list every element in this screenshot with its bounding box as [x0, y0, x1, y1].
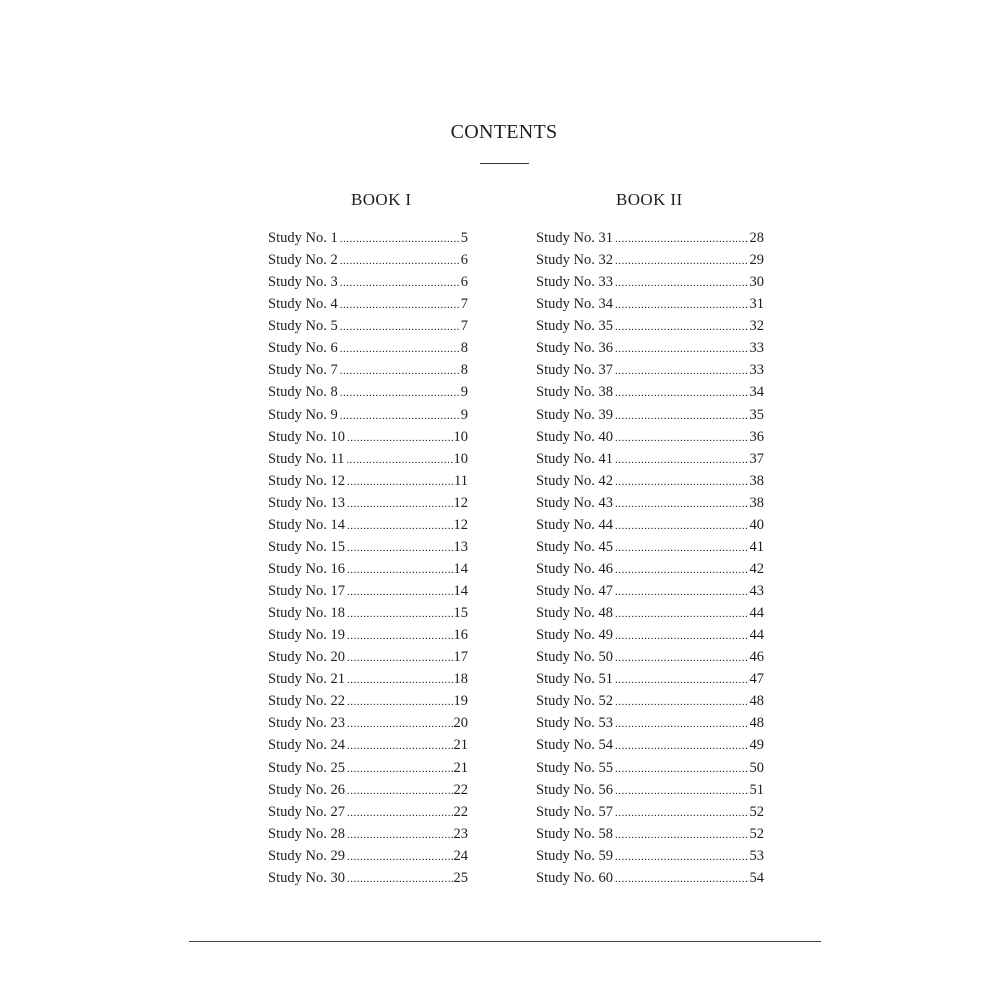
- dot-leader: [340, 382, 460, 404]
- entry-page-number: 28: [749, 230, 764, 246]
- contents-entry: [536, 404, 764, 426]
- dot-leader: [615, 228, 749, 250]
- entry-page-number: 50: [749, 759, 764, 776]
- contents-entry: [536, 359, 764, 381]
- entry-title: Study No. 56: [536, 781, 613, 798]
- entry-page-number: 38: [749, 472, 764, 489]
- contents-entry: [268, 514, 468, 536]
- entry-page-number: 52: [749, 803, 764, 820]
- dot-leader: [615, 713, 749, 735]
- contents-entry: [268, 470, 468, 492]
- contents-entry: [536, 712, 764, 734]
- entry-title: Study No. 45: [536, 538, 613, 555]
- contents-entry: [536, 558, 764, 580]
- entry-page-number: 44: [749, 605, 764, 622]
- contents-entry: [268, 779, 468, 801]
- contents-entry: [536, 271, 764, 293]
- dot-leader: [615, 515, 749, 537]
- dot-leader: [347, 713, 453, 735]
- dot-leader: [615, 647, 749, 669]
- dot-leader: [340, 294, 460, 316]
- dot-leader: [615, 272, 749, 294]
- dot-leader: [615, 537, 749, 559]
- contents-entry: [268, 624, 468, 646]
- entry-page-number: 15: [453, 605, 468, 622]
- page-title: CONTENTS: [450, 121, 558, 143]
- entry-title: Study No. 9: [268, 406, 338, 423]
- entry-page-number: 37: [749, 450, 764, 467]
- dot-leader: [615, 360, 749, 382]
- entry-title: Study No. 54: [536, 737, 613, 754]
- entry-title: Study No. 17: [268, 583, 345, 599]
- dot-leader: [615, 669, 749, 691]
- entry-title: Study No. 12: [268, 472, 345, 489]
- contents-entry: [268, 801, 468, 823]
- dot-leader: [615, 824, 749, 846]
- contents-entry: [268, 823, 468, 845]
- entry-title: Study No. 42: [536, 472, 613, 489]
- entry-title: Study No. 11: [268, 450, 345, 467]
- book-2-heading: BOOK II: [616, 190, 683, 209]
- contents-entry: [536, 227, 764, 249]
- entry-title: Study No. 52: [536, 693, 613, 710]
- entry-page-number: 40: [749, 516, 764, 533]
- entry-title: Study No. 51: [536, 671, 613, 688]
- contents-entry: [536, 624, 764, 646]
- entry-title: Study No. 34: [536, 296, 613, 313]
- entry-title: Study No. 2: [268, 252, 338, 269]
- entry-page-number: 5: [460, 230, 468, 246]
- dot-leader: [347, 802, 453, 824]
- entry-title: Study No. 44: [536, 516, 613, 533]
- dot-leader: [615, 471, 749, 493]
- entry-page-number: 11: [454, 472, 468, 489]
- contents-entry: [536, 293, 764, 315]
- contents-entry: [268, 668, 468, 690]
- dot-leader: [615, 449, 749, 471]
- entry-title: Study No. 19: [268, 627, 345, 644]
- contents-entry: [536, 448, 764, 470]
- entry-title: Study No. 22: [268, 693, 345, 710]
- dot-leader: [347, 581, 453, 603]
- dot-leader: [347, 515, 453, 537]
- entry-page-number: 41: [749, 538, 764, 555]
- dot-leader: [347, 427, 453, 449]
- entry-page-number: 21: [453, 737, 468, 754]
- entry-page-number: 12: [453, 516, 468, 533]
- entry-page-number: 36: [749, 428, 764, 445]
- contents-entry: [536, 514, 764, 536]
- contents-entry: [268, 337, 468, 359]
- dot-leader: [347, 691, 453, 713]
- entry-title: Study No. 26: [268, 781, 345, 798]
- contents-entry: [268, 227, 468, 249]
- entry-title: Study No. 35: [536, 318, 613, 335]
- entry-page-number: 44: [749, 627, 764, 644]
- entry-title: Study No. 20: [268, 649, 345, 666]
- entry-page-number: 14: [453, 583, 468, 599]
- entry-page-number: 46: [749, 649, 764, 666]
- entry-page-number: 48: [749, 715, 764, 732]
- contents-entry: [268, 757, 468, 779]
- entry-title: Study No. 13: [268, 494, 345, 511]
- dot-leader: [615, 338, 749, 360]
- contents-entry: [268, 602, 468, 624]
- entry-title: Study No. 50: [536, 649, 613, 666]
- dot-leader: [347, 625, 453, 647]
- entry-title: Study No. 16: [268, 560, 345, 577]
- entry-page-number: 19: [453, 693, 468, 710]
- entry-title: Study No. 21: [268, 671, 345, 688]
- contents-entry: [268, 558, 468, 580]
- entry-title: Study No. 40: [536, 428, 613, 445]
- dot-leader: [347, 471, 453, 493]
- entry-page-number: 13: [453, 538, 468, 555]
- dot-leader: [615, 316, 749, 338]
- contents-entry: [268, 359, 468, 381]
- dot-leader: [347, 669, 453, 691]
- dot-leader: [615, 493, 749, 515]
- entry-page-number: 48: [749, 693, 764, 710]
- dot-leader: [347, 493, 453, 515]
- dot-leader: [347, 559, 453, 581]
- entry-page-number: 10: [453, 450, 468, 467]
- contents-entry: [268, 580, 468, 602]
- dot-leader: [340, 360, 460, 382]
- entry-title: Study No. 25: [268, 759, 345, 776]
- entry-page-number: 22: [453, 803, 468, 820]
- entry-page-number: 43: [749, 583, 764, 599]
- dot-leader: [615, 250, 749, 272]
- dot-leader: [346, 449, 452, 471]
- entry-page-number: 42: [749, 560, 764, 577]
- entry-title: Study No. 1: [268, 230, 338, 246]
- entry-page-number: 32: [749, 318, 764, 335]
- entry-page-number: 12: [453, 494, 468, 511]
- entry-title: Study No. 39: [536, 406, 613, 423]
- contents-entry: [536, 470, 764, 492]
- entry-page-number: 49: [749, 737, 764, 754]
- title-divider: [480, 163, 529, 164]
- contents-entry: [536, 602, 764, 624]
- dot-leader: [615, 603, 749, 625]
- entry-page-number: 8: [460, 340, 468, 357]
- contents-entry: [268, 293, 468, 315]
- entry-title: Study No. 36: [536, 340, 613, 357]
- dot-leader: [615, 625, 749, 647]
- contents-entry: [536, 801, 764, 823]
- entry-page-number: 9: [460, 384, 468, 401]
- entry-page-number: 18: [453, 671, 468, 688]
- dot-leader: [615, 868, 749, 890]
- entry-page-number: 52: [749, 825, 764, 842]
- contents-entry: [268, 867, 468, 889]
- contents-entry: [536, 536, 764, 558]
- dot-leader: [615, 846, 749, 868]
- entry-page-number: 51: [749, 781, 764, 798]
- entry-page-number: 38: [749, 494, 764, 511]
- contents-entry: [268, 690, 468, 712]
- dot-leader: [615, 735, 749, 757]
- entry-title: Study No. 23: [268, 715, 345, 732]
- dot-leader: [347, 537, 453, 559]
- entry-title: Study No. 58: [536, 825, 613, 842]
- entry-title: Study No. 49: [536, 627, 613, 644]
- entry-page-number: 6: [460, 252, 468, 269]
- dot-leader: [340, 272, 460, 294]
- entry-title: Study No. 57: [536, 803, 613, 820]
- contents-entry: [536, 690, 764, 712]
- entry-page-number: 53: [749, 847, 764, 864]
- entry-title: Study No. 43: [536, 494, 613, 511]
- entry-page-number: 30: [749, 274, 764, 291]
- entry-page-number: 29: [749, 252, 764, 269]
- contents-entry: [536, 845, 764, 867]
- entry-title: Study No. 3: [268, 274, 338, 291]
- dot-leader: [347, 868, 453, 890]
- dot-leader: [347, 735, 453, 757]
- entry-page-number: 17: [453, 649, 468, 666]
- entry-title: Study No. 30: [268, 869, 345, 886]
- dot-leader: [340, 316, 460, 338]
- contents-entry: [536, 381, 764, 403]
- entry-title: Study No. 53: [536, 715, 613, 732]
- entry-page-number: 34: [749, 384, 764, 401]
- entry-page-number: 7: [460, 318, 468, 335]
- entry-title: Study No. 14: [268, 516, 345, 533]
- dot-leader: [615, 559, 749, 581]
- entry-title: Study No. 24: [268, 737, 345, 754]
- contents-entry: [268, 536, 468, 558]
- dot-leader: [615, 802, 749, 824]
- contents-entry: [536, 823, 764, 845]
- contents-entry: [268, 845, 468, 867]
- entry-title: Study No. 41: [536, 450, 613, 467]
- entry-title: Study No. 55: [536, 759, 613, 776]
- entry-page-number: 31: [749, 296, 764, 313]
- dot-leader: [340, 228, 460, 250]
- dot-leader: [347, 780, 453, 802]
- entry-title: Study No. 46: [536, 560, 613, 577]
- contents-entry: [536, 492, 764, 514]
- dot-leader: [340, 250, 460, 272]
- contents-entry: [536, 426, 764, 448]
- entry-page-number: 25: [453, 869, 468, 886]
- entry-page-number: 8: [460, 362, 468, 379]
- contents-entry: [268, 426, 468, 448]
- entry-title: Study No. 7: [268, 362, 338, 379]
- contents-entry: [536, 734, 764, 756]
- entry-title: Study No. 33: [536, 274, 613, 291]
- dot-leader: [347, 824, 453, 846]
- entry-page-number: 54: [749, 869, 764, 886]
- contents-entry: [268, 646, 468, 668]
- contents-entry: [536, 668, 764, 690]
- contents-entry: [268, 492, 468, 514]
- dot-leader: [347, 647, 453, 669]
- entry-page-number: 9: [460, 406, 468, 423]
- entry-page-number: 10: [453, 428, 468, 445]
- contents-entry: [268, 448, 468, 470]
- entry-title: Study No. 32: [536, 252, 613, 269]
- dot-leader: [615, 758, 749, 780]
- entry-page-number: 47: [749, 671, 764, 688]
- dot-leader: [347, 758, 453, 780]
- entry-page-number: 6: [460, 274, 468, 291]
- dot-leader: [347, 603, 453, 625]
- entry-page-number: 14: [453, 560, 468, 577]
- contents-entry: [268, 734, 468, 756]
- contents-entry: [268, 712, 468, 734]
- contents-entry: [536, 249, 764, 271]
- contents-entry: [536, 337, 764, 359]
- entry-title: Study No. 60: [536, 869, 613, 886]
- dot-leader: [340, 405, 460, 427]
- contents-entry: [536, 757, 764, 779]
- contents-entry: [536, 779, 764, 801]
- entry-page-number: 23: [453, 825, 468, 842]
- entry-title: Study No. 37: [536, 362, 613, 379]
- entry-title: Study No. 4: [268, 296, 338, 313]
- entry-page-number: 24: [453, 847, 468, 864]
- contents-entry: [268, 249, 468, 271]
- dot-leader: [615, 294, 749, 316]
- contents-entry: [536, 315, 764, 337]
- entry-title: Study No. 48: [536, 605, 613, 622]
- dot-leader: [615, 581, 749, 603]
- dot-leader: [615, 427, 749, 449]
- book-1-contents-list: [268, 227, 468, 889]
- entry-page-number: 22: [453, 781, 468, 798]
- entry-page-number: 21: [453, 759, 468, 776]
- contents-entry: [268, 315, 468, 337]
- entry-title: Study No. 18: [268, 605, 345, 622]
- entry-page-number: 35: [749, 406, 764, 423]
- contents-entry: [268, 404, 468, 426]
- dot-leader: [615, 382, 749, 404]
- entry-title: Study No. 27: [268, 803, 345, 820]
- entry-title: Study No. 8: [268, 384, 338, 401]
- contents-entry: [536, 867, 764, 889]
- entry-title: Study No. 59: [536, 847, 613, 864]
- dot-leader: [615, 691, 749, 713]
- book-2-contents-list: [536, 227, 764, 889]
- entry-page-number: 20: [453, 715, 468, 732]
- entry-title: Study No. 28: [268, 825, 345, 842]
- contents-entry: [536, 580, 764, 602]
- dot-leader: [347, 846, 453, 868]
- dot-leader: [340, 338, 460, 360]
- book-1-heading: BOOK I: [351, 190, 412, 209]
- entry-title: Study No. 47: [536, 583, 613, 599]
- contents-entry: [536, 646, 764, 668]
- entry-page-number: 16: [453, 627, 468, 644]
- entry-title: Study No. 38: [536, 384, 613, 401]
- entry-page-number: 33: [749, 340, 764, 357]
- entry-page-number: 33: [749, 362, 764, 379]
- dot-leader: [615, 780, 749, 802]
- entry-title: Study No. 15: [268, 538, 345, 555]
- entry-title: Study No. 6: [268, 340, 338, 357]
- footer-divider: [189, 941, 821, 942]
- entry-title: Study No. 10: [268, 428, 345, 445]
- contents-entry: [268, 381, 468, 403]
- dot-leader: [615, 405, 749, 427]
- entry-title: Study No. 29: [268, 847, 345, 864]
- entry-page-number: 7: [460, 296, 468, 313]
- contents-entry: [268, 271, 468, 293]
- entry-title: Study No. 31: [536, 230, 613, 246]
- entry-title: Study No. 5: [268, 318, 338, 335]
